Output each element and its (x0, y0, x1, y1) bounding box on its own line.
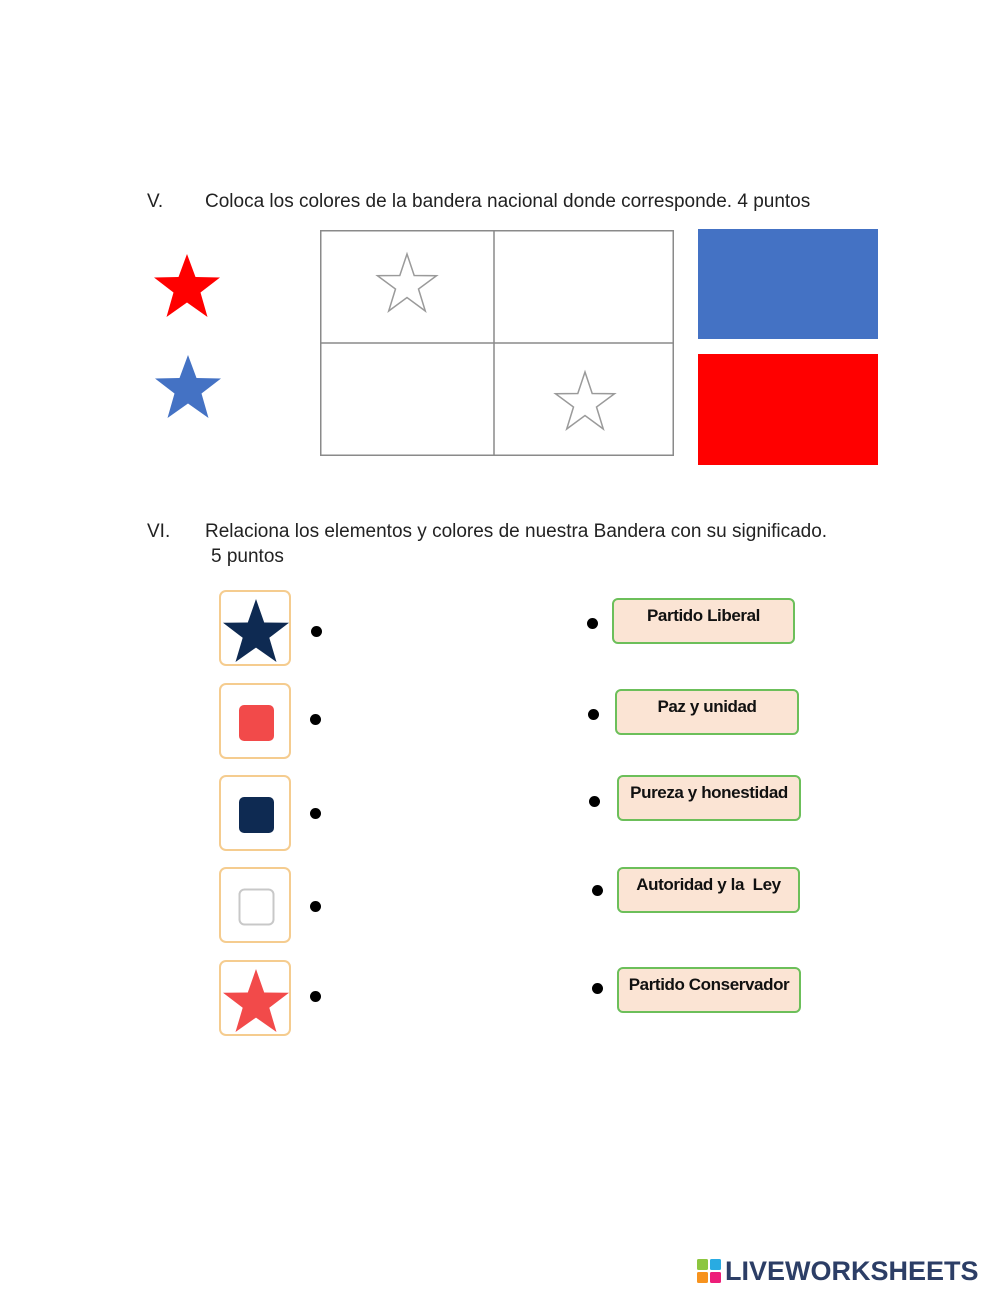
match-dot-right-5[interactable] (592, 983, 603, 994)
match-dot-left-4[interactable] (310, 901, 321, 912)
question-number-vi: VI. (147, 521, 171, 542)
brand-name: LIVEWORKSHEETS (725, 1255, 979, 1286)
match-item-red-star (219, 960, 291, 1036)
answer-pureza-y-honestidad: Pureza y honestidad (617, 775, 801, 821)
match-dot-right-3[interactable] (589, 796, 600, 807)
red-star-draggable[interactable] (150, 252, 224, 320)
liveworksheets-icon (697, 1259, 721, 1283)
flag-outline (320, 230, 674, 456)
blue-star-draggable[interactable] (151, 353, 225, 421)
liveworksheets-logo (697, 1256, 979, 1286)
flag-quadrant-top-right[interactable] (495, 232, 672, 342)
flag-quadrant-bottom-left[interactable] (322, 344, 493, 454)
match-dot-right-2[interactable] (588, 709, 599, 720)
match-dot-left-5[interactable] (310, 991, 321, 1002)
flag-quadrant-bottom-right[interactable] (495, 344, 672, 454)
match-dot-left-3[interactable] (310, 808, 321, 819)
match-dot-right-4[interactable] (592, 885, 603, 896)
match-item-red-square (219, 683, 291, 759)
question-points-vi: 5 puntos (211, 546, 284, 567)
match-dot-left-1[interactable] (311, 626, 322, 637)
blue-rectangle-draggable[interactable] (698, 229, 878, 339)
match-item-blue-square (219, 775, 291, 851)
match-dot-left-2[interactable] (310, 714, 321, 725)
red-square-icon (221, 685, 293, 761)
blue-square-icon (221, 777, 293, 853)
answer-autoridad-y-la-ley: Autoridad y la Ley (617, 867, 800, 913)
red-rectangle-draggable[interactable] (698, 354, 878, 465)
question-text-vi: Relaciona los elementos y colores de nuestra Bandera con su significado. (205, 521, 828, 542)
answer-partido-conservador: Partido Conservador (617, 967, 801, 1013)
blue-star-icon (221, 592, 293, 668)
flag-quadrant-top-left[interactable] (322, 232, 493, 342)
match-item-white-square (219, 867, 291, 943)
red-star-icon (221, 962, 293, 1038)
question-text-v: Coloca los colores de la bandera nacional donde corresponde. 4 puntos (205, 191, 811, 212)
question-number-v: V. (147, 191, 164, 212)
white-square-icon (221, 869, 293, 945)
match-dot-right-1[interactable] (587, 618, 598, 629)
answer-paz-y-unidad: Paz y unidad (615, 689, 799, 735)
answer-partido-liberal: Partido Liberal (612, 598, 795, 644)
match-item-blue-star (219, 590, 291, 666)
